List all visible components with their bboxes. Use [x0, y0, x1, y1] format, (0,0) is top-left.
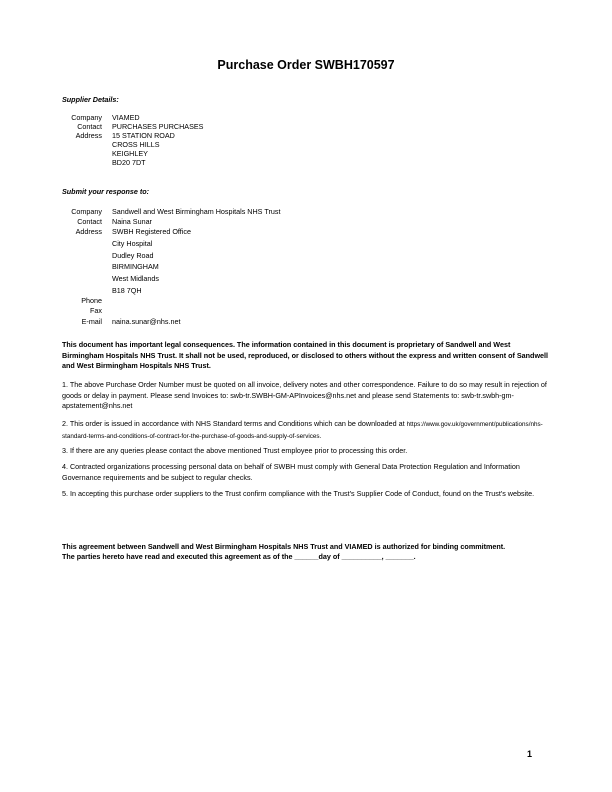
- legal-notice: This document has important legal consequences. The information contained in this document is proprietary of Sandwell and West Birmingham Hospitals NHS Trust. It shall not be used, reproduced, or disclosed to others without the express and written consent of Sandwell and West Birmingham Hospitals NHS Trust.: [62, 340, 549, 371]
- response-email: naina.sunar@nhs.net: [112, 317, 181, 326]
- supplier-address-line: KEIGHLEY: [112, 149, 148, 158]
- response-contact-label: Contact: [77, 217, 102, 226]
- supplier-company: VIAMED: [112, 113, 140, 122]
- response-phone-label: Phone: [81, 296, 102, 305]
- page-number: 1: [526, 749, 532, 759]
- supplier-address-line: 15 STATION ROAD: [112, 131, 175, 140]
- response-address-label: Address: [75, 227, 102, 236]
- supplier-contact-label: Contact: [77, 122, 102, 131]
- response-company-label: Company: [71, 207, 102, 216]
- response-heading: Submit your response to:: [62, 187, 150, 196]
- response-address-line: SWBH Registered Office: [112, 227, 191, 236]
- supplier-heading: Supplier Details:: [62, 95, 119, 104]
- supplier-company-label: Company: [71, 113, 102, 122]
- term-2-text: 2. This order is issued in accordance with NHS Standard terms and Conditions which can be downloaded at: [62, 419, 405, 428]
- supplier-address-label: Address: [75, 131, 102, 140]
- supplier-address-line: CROSS HILLS: [112, 140, 160, 149]
- agreement-line: The parties hereto have read and executed this agreement as of the ______day of __________, _______.: [62, 552, 416, 561]
- response-company: Sandwell and West Birmingham Hospitals NHS Trust: [112, 207, 281, 216]
- response-contact: Naina Sunar: [112, 217, 152, 226]
- term-1: 1. The above Purchase Order Number must be quoted on all invoice, delivery notes and other correspondence. Failure to do so may result in rejection of goods or delay in payment. Please send Invoices to: swb-tr.SWBH-GM-APInvoices@nhs.net and please send Statements to: swb-tr.swbh-gm-apstatement@nhs.net: [62, 380, 547, 411]
- term-4: 4. Contracted organizations processing personal data on behalf of SWBH must comply with General Data Protection Regulation and Information Governance requirements and be subject to regular checks.: [62, 462, 520, 482]
- response-address-line: Dudley Road: [112, 251, 154, 260]
- response-fax-label: Fax: [90, 306, 102, 315]
- agreement-line: This agreement between Sandwell and West Birmingham Hospitals NHS Trust and VIAMED is authorized for binding commitment.: [62, 542, 506, 551]
- response-address-line: City Hospital: [112, 239, 153, 248]
- response-address-line: BIRMINGHAM: [112, 262, 159, 271]
- response-address-line: West Midlands: [112, 274, 160, 283]
- term-2: [62, 419, 552, 442]
- supplier-address-line: BD20 7DT: [112, 158, 146, 167]
- nhs-terms-link[interactable]: https://www.gov.uk/government/publications/nhs-standard-terms-and-conditions-of-contract-for-the-purchase-of-goods-and-supply-of-services.: [62, 421, 543, 440]
- term-3: 3. If there are any queries please contact the above mentioned Trust employee prior to processing this order.: [62, 446, 408, 455]
- page-title: Purchase Order SWBH170597: [217, 58, 395, 72]
- response-address-line: B18 7QH: [112, 286, 142, 295]
- supplier-contact: PURCHASES PURCHASES: [112, 122, 204, 131]
- response-email-label: E-mail: [81, 317, 102, 326]
- term-5: 5. In accepting this purchase order suppliers to the Trust confirm compliance with the Trust's Supplier Code of Conduct, found on the Trust's website.: [62, 489, 535, 498]
